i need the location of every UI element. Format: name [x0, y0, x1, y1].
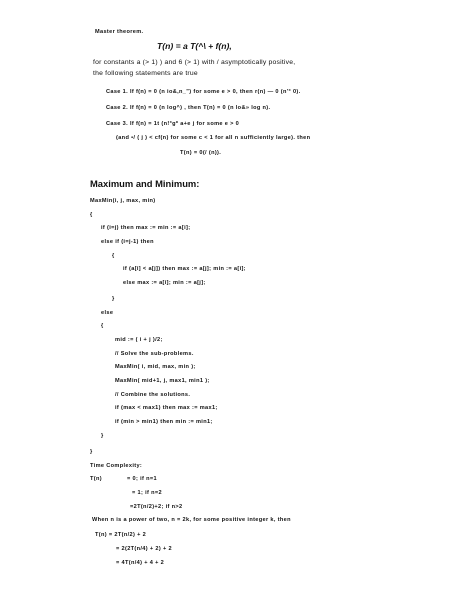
code-line: { — [90, 212, 93, 218]
code-line: { — [101, 323, 104, 329]
case-3-condition: (and •/ ( j ) < cf(n) for some c < 1 for all n sufficiently large). then — [116, 135, 311, 141]
code-line: } — [112, 296, 115, 302]
maxmin-heading: Maximum and Minimum: — [90, 178, 200, 189]
expansion-line-3: = 4T(n/4) + 4 + 2 — [116, 560, 165, 566]
recurrence-case-2: = 1; if n=2 — [132, 490, 162, 496]
time-complexity-heading: Time Complexity: — [90, 463, 143, 469]
code-line: { — [112, 253, 115, 259]
code-line: } — [90, 449, 93, 455]
code-line: if (min > min1) then min := min1; — [115, 419, 213, 425]
code-line: else if (i=j-1) then — [101, 239, 154, 245]
recurrence-label: T(n) — [90, 476, 102, 482]
code-line: if (i=j) then max := min := a[i]; — [101, 225, 191, 231]
expansion-line-1: T(n) = 2T(n/2) + 2 — [95, 532, 147, 538]
code-line: mid := ( i + j )/2; — [115, 337, 163, 343]
code-line: if (max < max1) then max := max1; — [115, 405, 218, 411]
master-constants: for constants a (> 1) ) and 6 (> 1) with / asymptotically positive, — [93, 59, 296, 66]
recurrence-case-3: =2T(n/2)+2; if n>2 — [130, 504, 183, 510]
code-line: } — [101, 433, 104, 439]
case-3-result: T(n) = 0(/ (n)). — [180, 150, 222, 156]
code-line: // Solve the sub-problems. — [115, 351, 194, 357]
code-line: if (a[i] < a[j]) then max := a[j]; min := a[i]; — [123, 266, 246, 272]
code-line: else — [101, 310, 114, 316]
recurrence-case-1: = 0; if n=1 — [127, 476, 157, 482]
master-intro: the following statements are true — [93, 70, 198, 77]
code-line: MaxMin( mid+1, j, max1, min1 ); — [115, 378, 210, 384]
code-line: MaxMin(i, j, max, min) — [90, 198, 156, 204]
case-3: Case 3. If f(n) = 1t (n!°gº a+e j for some e > 0 — [106, 121, 240, 127]
code-line: // Combine the solutions. — [115, 392, 191, 398]
master-theorem-heading: Master theorem. — [95, 29, 144, 35]
master-equation: T(n) = a T(^\ + f(n), — [157, 41, 232, 51]
code-line: MaxMin( i, mid, max, min ); — [115, 364, 196, 370]
case-1: Case 1. If f(n) = 0 (n io&,n_") for some e > 0, then r(n) — 0 (n'° 0). — [106, 89, 301, 95]
expansion-line-2: = 2(2T(n/4) + 2) + 2 — [116, 546, 172, 552]
power-of-two-note: When n is a power of two, n = 2k, for some positive integer k, then — [92, 517, 291, 523]
code-line: else max := a[i]; min := a[j]; — [123, 280, 206, 286]
case-2: Case 2. If f(n) = 0 (n log^) , then T(n) = 0 (n lo&» log n). — [106, 105, 271, 111]
